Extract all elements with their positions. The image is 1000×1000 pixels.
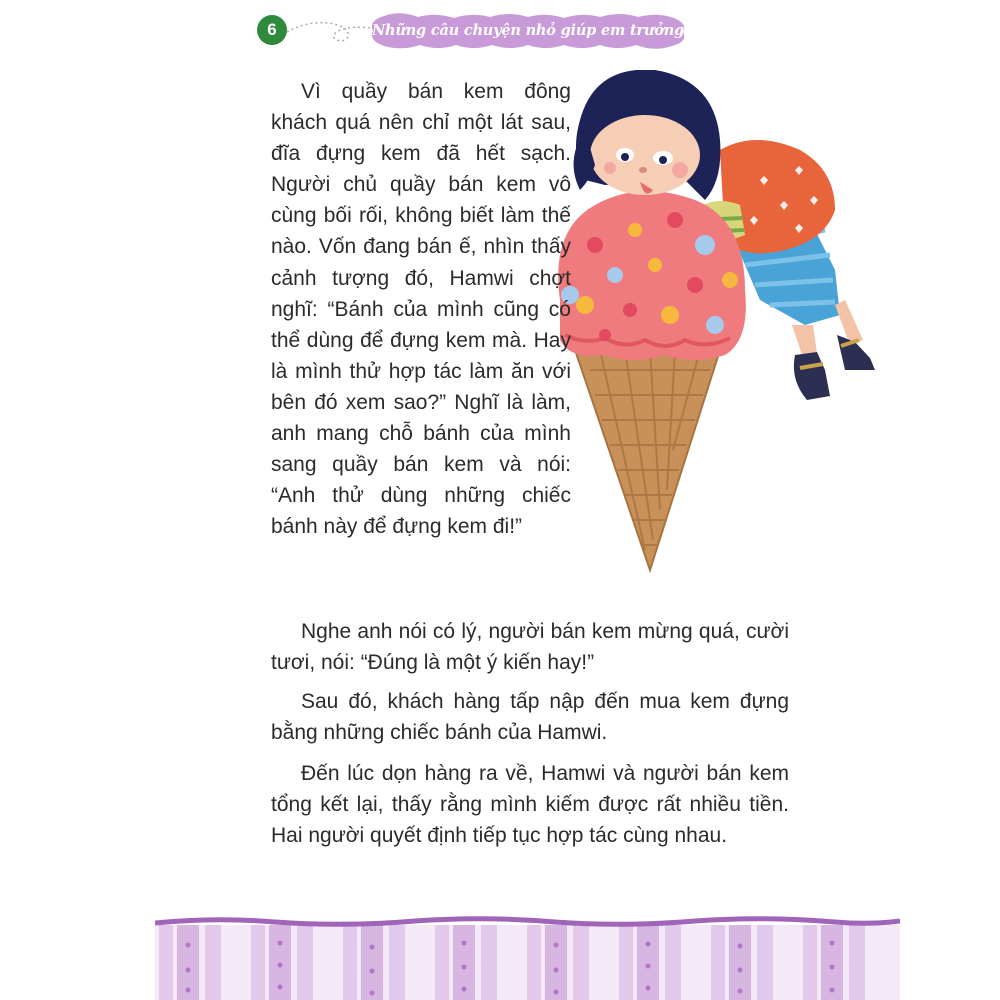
- striped-footer-decoration: [155, 915, 900, 1000]
- page-number: 6: [257, 15, 287, 45]
- story-paragraph-2: Nghe anh nói có lý, người bán kem mừng quá, cười tươi, nói: “Đúng là một ý kiến hay!”: [271, 620, 789, 674]
- girl-hugging-ice-cream-illustration: [545, 70, 885, 580]
- story-paragraph-4: Đến lúc dọn hàng ra về, Hamwi và người bán kem tổng kết lại, thấy rằng mình kiếm được rất nhiều tiền. Hai người quyết định tiếp tục hợp tác cùng nhau.: [271, 762, 789, 847]
- header-dotted-swirl: [285, 12, 375, 52]
- ice-cream-cone: [575, 350, 720, 570]
- ice-cream-scoop: [558, 191, 746, 360]
- book-series-title: Những câu chuyện nhỏ giúp em trưởng thành: [371, 22, 685, 73]
- story-paragraph-1: Vì quầy bán kem đông khách quá nên chỉ một lát sau, đĩa đựng kem đã hết sạch. Người chủ quầy bán kem vô cùng bối rối, không biết làm thế nào. Vốn đang bán ế, nhìn thấy cảnh tượng đó, Hamwi chợt nghĩ: “Bánh của mình cũng có thể dùng để đựng kem mà. Hay là mình thử hợp tác làm ăn với bên đó xem sao?” Nghĩ là làm, anh mang chỗ bánh của mình sang quầy bán kem và nói: “Anh thử dùng những chiếc bánh này để đựng kem đi!”: [271, 80, 571, 539]
- girl-head: [574, 70, 721, 200]
- story-paragraph-3: Sau đó, khách hàng tấp nập đến mua kem đựng bằng những chiếc bánh của Hamwi.: [271, 690, 789, 744]
